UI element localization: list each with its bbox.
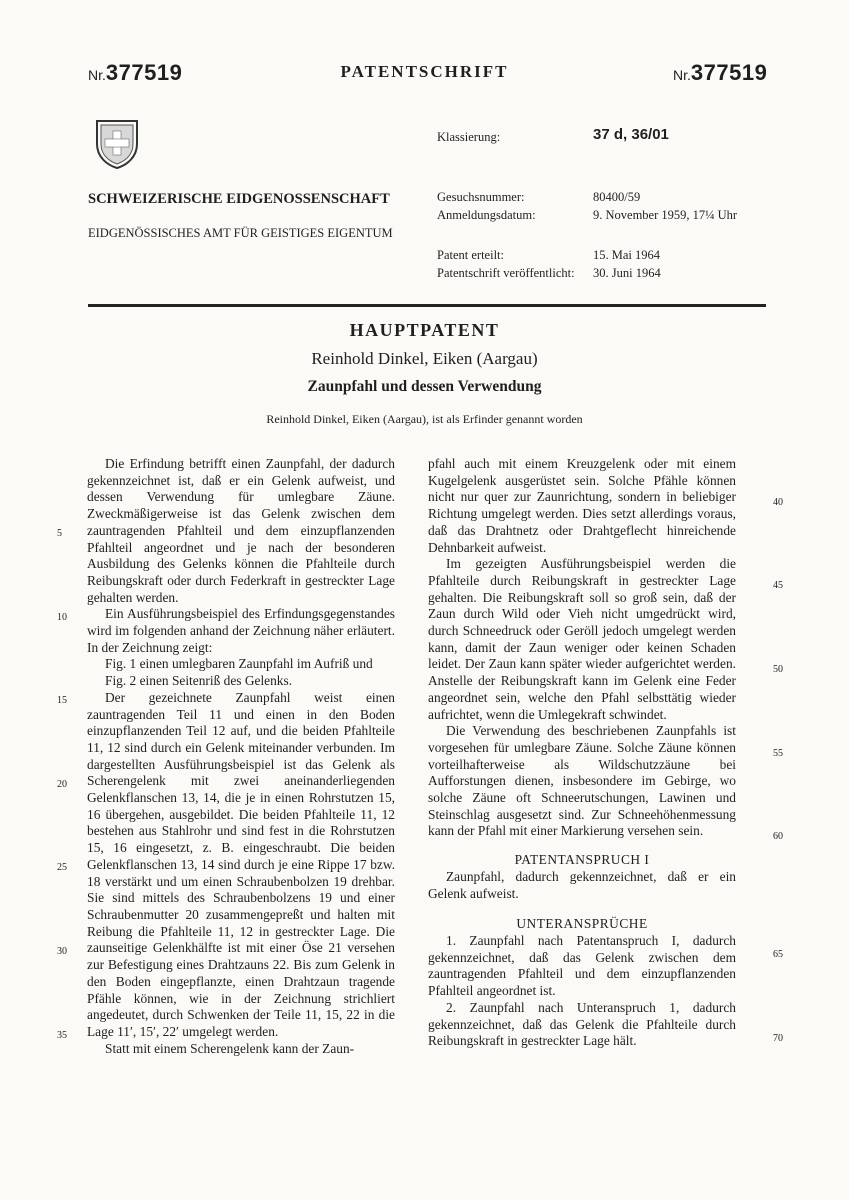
claim-text: Zaunpfahl, dadurch gekennzeichnet, daß er ein Gelenk aufweist. bbox=[428, 868, 736, 901]
header-divider bbox=[88, 304, 766, 307]
subclaim-2: 2. Zaunpfahl nach Unteranspruch 1, dadurch gekennzeichnet, daß das Gelenk die Pfahlteile durch Reibungskraft in gestreckter Lage hält. bbox=[428, 999, 736, 1049]
line-number: 30 bbox=[57, 946, 67, 957]
applicant: Reinhold Dinkel, Eiken (Aargau) bbox=[311, 349, 538, 368]
line-number: 65 bbox=[773, 949, 783, 960]
patent-number: 377519 bbox=[690, 60, 768, 85]
line-number: 55 bbox=[773, 748, 783, 759]
nr-prefix: Nr. bbox=[673, 67, 691, 83]
paragraph: Ein Ausführungsbeispiel des Erfindungsgegenstandes wird im folgenden anhand der Zeichnung näher erläutert. In der Zeichnung zeigt: bbox=[87, 606, 395, 655]
document-type: PATENTSCHRIFT bbox=[340, 62, 509, 81]
line-number: 5 bbox=[57, 528, 62, 539]
figure-caption: Fig. 1 einen umlegbaren Zaunpfahl im Aufriß und bbox=[105, 656, 373, 672]
patent-number-right bbox=[673, 60, 767, 86]
paragraph: Statt mit einem Scherengelenk kann der Zaun- bbox=[105, 1040, 355, 1056]
nr-prefix: Nr. bbox=[88, 67, 106, 83]
erteilt-value: 15. Mai 1964 bbox=[593, 248, 661, 262]
line-number: 40 bbox=[773, 497, 783, 508]
paragraph: Der gezeichnete Zaunpfahl weist einen zauntragenden Teil 11 und einen in den Boden einzupflanzenden Teil 12 auf, und die beiden Pfahlteile 11, 12 sind durch ein Gelenk miteinander verbunden. Im dargestellten Ausführungsbeispiel ist das Gelenk als Scherengelenk mit zwei aneinanderliegenden Gelenkflanschen 13, 14, die je in einen Rohrstutzen 15, 16 übergehen, ausgebildet. Die beiden Pfahlteile 11, 12 bestehen aus Stahlrohr und sind fest in die Rohrstutzen 15, 16 eingesetzt, z. B. eingeschraubt. Die beiden Gelenkflanschen 13, 14 sind durch je eine Rippe 17 bzw. 18 verstärkt und um einen Schraubenbolzen 19 drehbar. Sie sind mittels des Schraubenbolzens 19 und einer Schraubenmutter 20 zusammengepreßt und halten mit Reibung die Pfahlteile 11, 12 in gestreckter Lage. Die zaunseitige Gelenkhälfte ist mit einer Öse 21 versehen zur Befestigung eines Drahtzauns 22. Bis zum Gelenk in den Boden eingepflanzte, einen Drahtzaun tragende Pfähle können, wie in der Zeichnung strichliert angedeutet, durch Schwenken der Teile 11, 15, 22 in die Lage 11′, 15′, 22′ umgelegt werden. bbox=[87, 689, 395, 1039]
anmeldung-value: 9. November 1959, 17¼ Uhr bbox=[593, 208, 738, 222]
veroeff-label: Patentschrift veröffentlicht: bbox=[437, 266, 575, 280]
right-column bbox=[428, 456, 736, 1050]
line-number: 15 bbox=[57, 695, 67, 706]
line-number: 20 bbox=[57, 779, 67, 790]
line-number: 60 bbox=[773, 831, 783, 842]
anmeldung-label: Anmeldungsdatum: bbox=[437, 208, 536, 222]
line-number: 10 bbox=[57, 612, 67, 623]
paragraph: Im gezeigten Ausführungsbeispiel werden die Pfahlteile durch Reibungskraft in gestreckter Lage gehalten. Die Reibungskraft soll so groß sein, daß der Zaun durch Wild oder Vieh nicht umgedrückt wird, durch Schneedruck oder Geröll jedoch umgelegt werden kann, damit der Zaun weniger oder keinen Schaden leidet. Der Zaun kann später wieder aufgerichtet werden. Anstelle der Reibungskraft kann im Gelenk eine Feder angeordnet sein, welche den Pfahl selbsttätig wieder aufrichtet, wenn die Umlegekraft schwindet. bbox=[428, 556, 736, 722]
patent-number: 377519 bbox=[105, 60, 183, 85]
paragraph: Die Verwendung des beschriebenen Zaunpfahls ist vorgesehen für umlegbare Zäune. Solche Zäune können vorteilhafterweise als Wildschutzzäune bei Aufforstungen dienen, insbesondere im Gebirge, wo solche Zäune oft Schneerutschungen, Lawinen und Steinschlag ausgesetzt sind. Zur Schneehöhenmessung kann der Pfahl mit einer Markierung versehen sein. bbox=[428, 723, 736, 839]
gesuchsnummer-label: Gesuchsnummer: bbox=[437, 190, 525, 204]
erteilt-label: Patent erteilt: bbox=[437, 248, 504, 262]
claim-heading: PATENTANSPRUCH I bbox=[514, 852, 650, 868]
line-number: 25 bbox=[57, 862, 67, 873]
line-number: 50 bbox=[773, 664, 783, 675]
left-column bbox=[87, 456, 395, 1057]
figure-caption: Fig. 2 einen Seitenriß des Gelenks. bbox=[105, 673, 293, 689]
paragraph: pfahl auch mit einem Kreuzgelenk oder mit einem Kugelgelenk ausgerüstet sein. Solche Pfähle können nicht nur quer zur Zaunrichtung, sondern in beliebiger Richtung umgelegt werden. Dies setzt allerdings voraus, daß das Drahtnetz oder Drahtgeflecht hinreichende Dehnbarkeit aufweist. bbox=[428, 456, 736, 555]
inventor-note: Reinhold Dinkel, Eiken (Aargau), ist als Erfinder genannt worden bbox=[266, 412, 583, 426]
veroeff-value: 30. Juni 1964 bbox=[593, 266, 661, 280]
paragraph: Die Erfindung betrifft einen Zaunpfahl, der dadurch gekennzeichnet ist, daß er ein Gelenk aufweist, und dessen Verwendung für umlegbare Zäune. Zweckmäßigerweise ist das Gelenk zwischen dem zauntragenden Pfahlteil und dem einzupflanzenden Pfahlteil angeordnet und je nach der besonderen Ausbildung des Gelenks können die Pfahlteile durch Reibungskraft oder durch Federkraft in gestreckter Lage gehalten werden. bbox=[87, 456, 395, 605]
subclaim-1: 1. Zaunpfahl nach Patentanspruch I, dadurch gekennzeichnet, daß das Gelenk zwischen dem zauntragenden Pfahlteil und dem einzupflanzenden Pfahlteil angeordnet ist. bbox=[428, 932, 736, 999]
authority-line-1: SCHWEIZERISCHE EIDGENOSSENSCHAFT bbox=[88, 191, 390, 207]
gesuchsnummer-value: 80400/59 bbox=[593, 190, 641, 204]
subclaims-heading: UNTERANSPRÜCHE bbox=[516, 916, 648, 932]
patent-type: HAUPTPATENT bbox=[349, 320, 500, 340]
line-number: 45 bbox=[773, 580, 783, 591]
authority-line-2: EIDGENÖSSISCHES AMT FÜR GEISTIGES EIGENTUM bbox=[88, 226, 393, 240]
klassierung-label: Klassierung: bbox=[437, 130, 501, 144]
klassierung-value: 37 d, 36/01 bbox=[593, 126, 669, 143]
swiss-cross-shield-icon bbox=[94, 118, 140, 170]
line-number: 35 bbox=[57, 1030, 67, 1041]
line-number: 70 bbox=[773, 1033, 783, 1044]
patent-title: Zaunpfahl und dessen Verwendung bbox=[307, 378, 542, 395]
